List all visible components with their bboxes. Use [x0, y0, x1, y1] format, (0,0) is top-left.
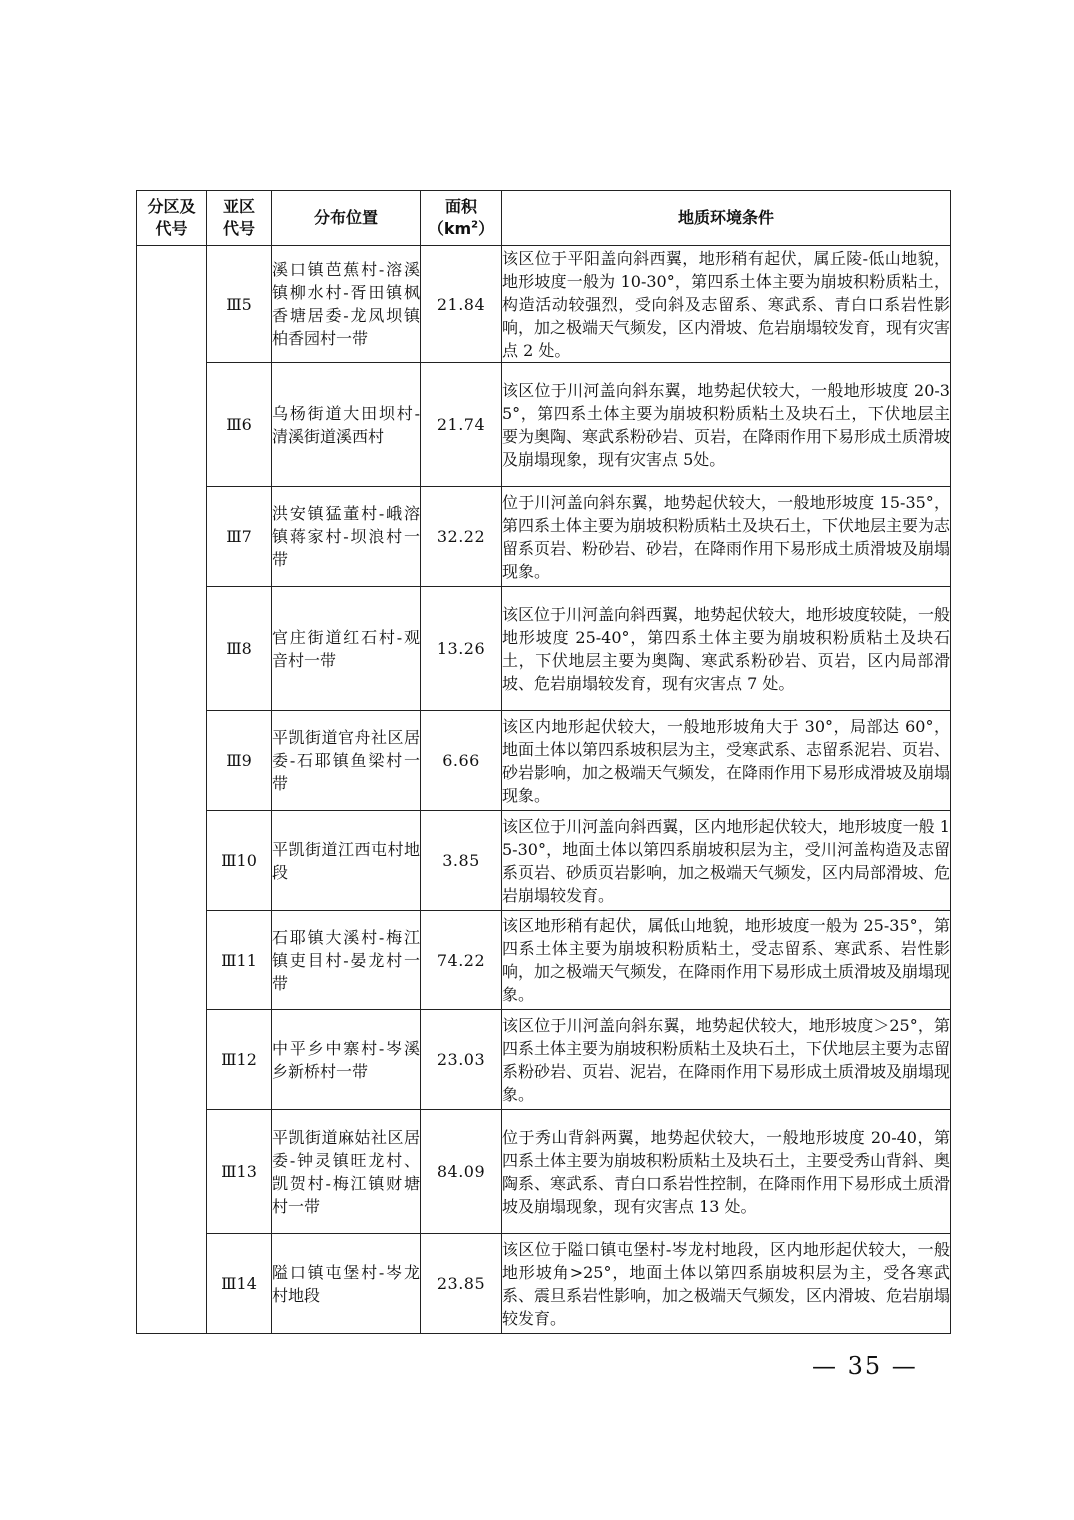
conditions-cell: 该区位于隘口镇屯堡村-岑龙村地段，区内地形起伏较大，一般地形坡角>25°，地面土体以第四系崩坡积层为主，受各寒武系、震旦系岩性影响，加之极端天气频发，区内滑坡、危岩崩塌较发育。 — [502, 1234, 951, 1334]
conditions-cell: 该区位于川河盖向斜东翼，地势起伏较大，一般地形坡度 20-35°，第四系土体主要为崩坡积粉质粘土及块石土，下伏地层主要为奥陶、寒武系粉砂岩、页岩，在降雨作用下易形成土质滑坡及崩塌现象，现有灾害点 5处。 — [502, 363, 951, 487]
conditions-cell: 该区位于川河盖向斜东翼，地势起伏较大，地形坡度＞25°，第四系土体主要为崩坡积粉质粘土及块石土，下伏地层主要为志留系粉砂岩、页岩、泥岩，在降雨作用下易形成土质滑坡及崩塌现象。 — [502, 1010, 951, 1110]
subzone-code: Ⅲ13 — [207, 1110, 272, 1234]
table-row — [137, 911, 951, 1010]
header-zone-line1: 分区及 — [147, 197, 196, 216]
area-cell: 74.22 — [421, 911, 502, 1010]
header-zone-code — [137, 191, 207, 246]
location-cell: 洪安镇猛董村-峨溶镇蒋家村-坝浪村一带 — [272, 487, 421, 587]
area-cell: 13.26 — [421, 587, 502, 711]
header-area-unit — [421, 218, 501, 240]
area-cell: 23.03 — [421, 1010, 502, 1110]
subzone-code: Ⅲ14 — [207, 1234, 272, 1334]
area-cell: 21.74 — [421, 363, 502, 487]
table-row — [137, 1110, 951, 1234]
table-row — [137, 811, 951, 911]
location-cell: 平凯街道官舟社区居委-石耶镇鱼梁村一带 — [272, 711, 421, 811]
location-cell: 平凯街道麻姑社区居委-钟灵镇旺龙村、凯贺村-梅江镇财塘村一带 — [272, 1110, 421, 1234]
conditions-cell: 该区位于川河盖向斜西翼，区内地形起伏较大，地形坡度一般 15-30°，地面土体以第四系崩坡积层为主，受川河盖构造及志留系页岩、砂质页岩影响，加之极端天气频发，区内局部滑坡、危岩崩塌较发育。 — [502, 811, 951, 911]
location-cell: 官庄街道红石村-观音村一带 — [272, 587, 421, 711]
table-row — [137, 1234, 951, 1334]
location-cell: 隘口镇屯堡村-岑龙村地段 — [272, 1234, 421, 1334]
table-row — [137, 1010, 951, 1110]
table-row — [137, 711, 951, 811]
location-cell: 溪口镇芭蕉村-溶溪镇柳水村-胥田镇枫香塘居委-龙凤坝镇柏香园村一带 — [272, 246, 421, 363]
header-area-unit-sup: 2 — [471, 219, 479, 231]
header-area-unit-close: ） — [478, 219, 495, 238]
header-subzone-code — [207, 191, 272, 246]
header-zone-line2: 代号 — [155, 219, 188, 238]
header-conditions: 地质环境条件 — [502, 191, 951, 246]
table-row — [137, 587, 951, 711]
location-cell: 中平乡中寨村-岑溪乡新桥村一带 — [272, 1010, 421, 1110]
zone-code-cell — [137, 246, 207, 1334]
subzone-code: Ⅲ11 — [207, 911, 272, 1010]
subzone-code: Ⅲ9 — [207, 711, 272, 811]
conditions-cell: 位于川河盖向斜东翼，地势起伏较大，一般地形坡度 15-35°，第四系土体主要为崩坡积粉质粘土及块石土，下伏地层主要为志留系页岩、粉砂岩、砂岩，在降雨作用下易形成土质滑坡及崩塌现象。 — [502, 487, 951, 587]
area-cell: 21.84 — [421, 246, 502, 363]
header-area-unit-open: （km — [427, 219, 472, 238]
subzone-code: Ⅲ10 — [207, 811, 272, 911]
conditions-cell: 该区位于川河盖向斜西翼，地势起伏较大，地形坡度较陡，一般地形坡度 25-40°，第四系土体主要为崩坡积粉质粘土及块石土，下伏地层主要为奥陶、寒武系粉砂岩、页岩，区内局部滑坡、危岩崩塌较发育，现有灾害点 7 处。 — [502, 587, 951, 711]
area-cell: 3.85 — [421, 811, 502, 911]
conditions-cell: 该区内地形起伏较大，一般地形坡角大于 30°，局部达 60°，地面土体以第四系坡积层为主，受寒武系、志留系泥岩、页岩、砂岩影响，加之极端天气频发，在降雨作用下易形成滑坡及崩塌现象。 — [502, 711, 951, 811]
table-row — [137, 363, 951, 487]
conditions-cell: 该区位于平阳盖向斜西翼，地形稍有起伏，属丘陵-低山地貌，地形坡度一般为 10-30°，第四系土体主要为崩坡积粉质粘土，构造活动较强烈，受向斜及志留系、寒武系、青白口系岩性影响，加之极端天气频发，区内滑坡、危岩崩塌较发育，现有灾害点 2 处。 — [502, 246, 951, 363]
page-number: — 35 — — [812, 1352, 918, 1380]
location-cell: 石耶镇大溪村-梅江镇吏目村-晏龙村一带 — [272, 911, 421, 1010]
header-area-line1: 面积 — [444, 197, 477, 216]
location-cell: 乌杨街道大田坝村-清溪街道溪西村 — [272, 363, 421, 487]
area-cell: 32.22 — [421, 487, 502, 587]
area-cell: 23.85 — [421, 1234, 502, 1334]
table-header-row — [137, 191, 951, 246]
header-subzone-line2: 代号 — [222, 219, 255, 238]
conditions-cell: 位于秀山背斜两翼，地势起伏较大，一般地形坡度 20-40，第四系土体主要为崩坡积粉质粘土及块石土，主要受秀山背斜、奥陶系、寒武系、青白口系岩性控制，在降雨作用下易形成土质滑坡及崩塌现象，现有灾害点 13 处。 — [502, 1110, 951, 1234]
header-area — [421, 191, 502, 246]
area-cell: 6.66 — [421, 711, 502, 811]
subzone-code: Ⅲ6 — [207, 363, 272, 487]
table-row — [137, 246, 951, 363]
header-subzone-line1: 亚区 — [222, 197, 255, 216]
area-cell: 84.09 — [421, 1110, 502, 1234]
subzone-code: Ⅲ12 — [207, 1010, 272, 1110]
table-row — [137, 487, 951, 587]
subzone-code: Ⅲ5 — [207, 246, 272, 363]
conditions-cell: 该区地形稍有起伏，属低山地貌，地形坡度一般为 25-35°，第四系土体主要为崩坡积粉质粘土，受志留系、寒武系、岩性影响，加之极端天气频发，在降雨作用下易形成土质滑坡及崩塌现象。 — [502, 911, 951, 1010]
location-cell: 平凯街道江西屯村地段 — [272, 811, 421, 911]
subzone-code: Ⅲ7 — [207, 487, 272, 587]
subzone-code: Ⅲ8 — [207, 587, 272, 711]
header-location: 分布位置 — [272, 191, 421, 246]
geology-table — [136, 190, 951, 1334]
